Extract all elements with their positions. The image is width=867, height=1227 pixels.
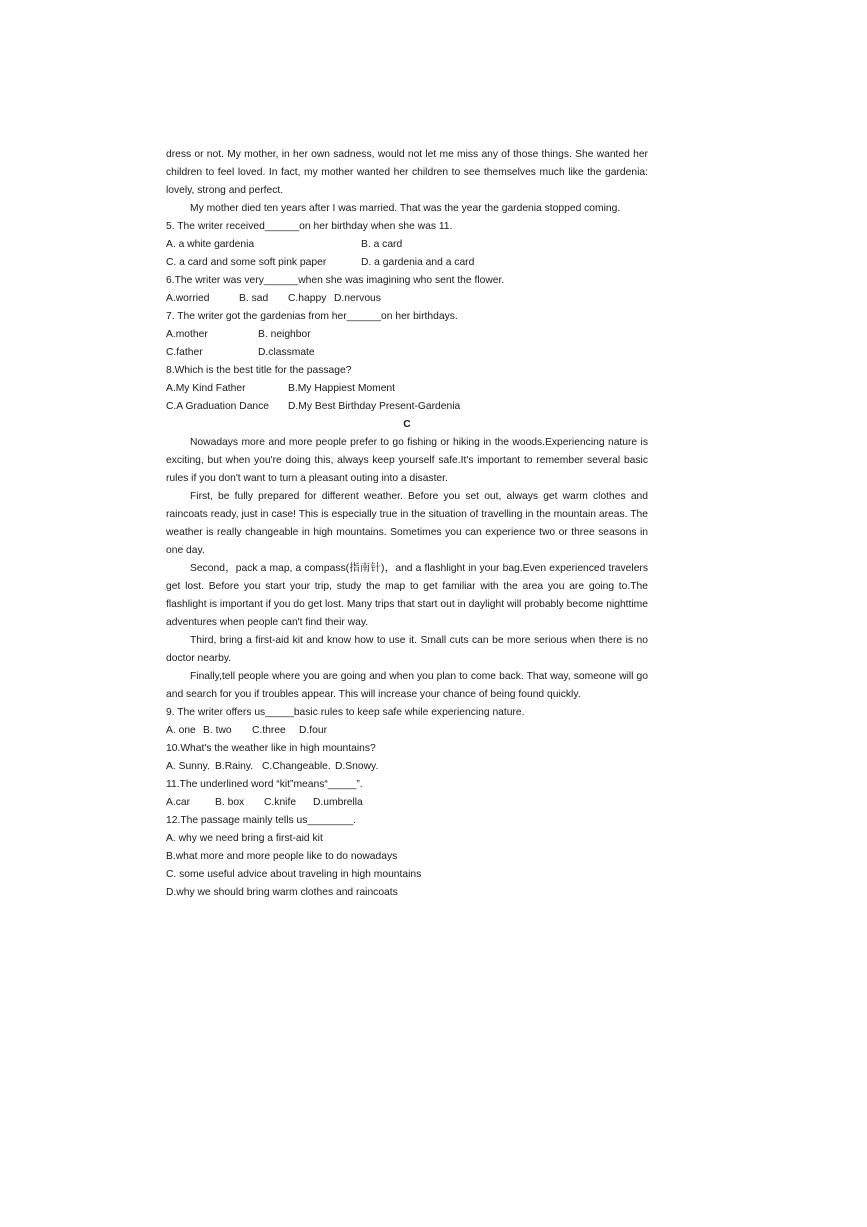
question-7-option-c: C.father: [166, 347, 203, 358]
question-6-options: [166, 290, 648, 308]
question-12-option-a: A. why we need bring a first-aid kit: [166, 833, 323, 844]
question-7-options-row-2: [166, 344, 648, 362]
question-9-option-a: A. one: [166, 725, 196, 736]
question-8-options-row-1: [166, 380, 648, 398]
document-page: [166, 146, 648, 902]
question-11-options: [166, 794, 648, 812]
passage-c-paragraph-5: Finally,tell people where you are going and when you plan to come back. That way, someone will go and search for you if troubles appear. This will increase your chance of being found quickly.: [166, 671, 648, 700]
question-5-options-row-2: [166, 254, 648, 272]
question-10-options: [166, 758, 648, 776]
question-11-option-d: D.umbrella: [313, 797, 363, 808]
question-8-stem: 8.Which is the best title for the passage?: [166, 365, 352, 376]
section-c-heading: C: [403, 419, 411, 430]
question-10-option-b: B.Rainy.: [215, 761, 254, 772]
question-11-option-c: C.knife: [264, 797, 297, 808]
question-10-option-d: D.Snowy.: [335, 761, 379, 772]
question-5-options-row-1: [166, 236, 648, 254]
question-8-option-a: A.My Kind Father: [166, 383, 246, 394]
passage-c-paragraph-1: Nowadays more and more people prefer to go fishing or hiking in the woods.Experiencing nature is exciting, but when you're doing this, always keep yourself safe.It's important to remember several basic rules if you don't want to turn a pleasant outing into a disaster.: [166, 437, 648, 484]
question-6-option-d: D.nervous: [334, 293, 381, 304]
question-11-option-b: B. box: [215, 797, 245, 808]
intro-paragraph: dress or not. My mother, in her own sadness, would not let me miss any of those things. She wanted her children to feel loved. In fact, my mother wanted her children to see themselves much like the gardenia: lovely, strong and perfect.: [166, 149, 648, 196]
question-8-option-c: C.A Graduation Dance: [166, 401, 270, 412]
passage-c-paragraph-4: Third, bring a first-aid kit and know how to use it. Small cuts can be more serious when there is no doctor nearby.: [166, 635, 648, 664]
question-12-option-c: C. some useful advice about traveling in high mountains: [166, 869, 422, 880]
question-7-option-b: B. neighbor: [258, 329, 311, 340]
closing-paragraph: My mother died ten years after I was married. That was the year the gardenia stopped coming.: [190, 203, 621, 214]
passage-c-paragraph-2: First, be fully prepared for different weather. Before you set out, always get warm clothes and raincoats ready, just in case! This is especially true in the situation of travelling in the mountain areas. The weather is really changeable in high mountains. Sometimes you can experience two or three seasons in one day.: [166, 491, 648, 556]
question-6-option-a: A.worried: [166, 293, 210, 304]
question-6-option-b: B. sad: [239, 293, 269, 304]
question-9-stem: 9. The writer offers us_____basic rules to keep safe while experiencing nature.: [166, 707, 525, 718]
passage-c-paragraph-3: Second，pack a map, a compass(指南针)，and a flashlight in your bag.Even experienced travelers get lost. Before you start your trip, study the map to get familiar with the area you are going to.The flashlight is important if you do get lost. Many trips that start out in daylight will probably become nighttime adventures when people can't find their way.: [166, 563, 648, 628]
question-7-option-a: A.mother: [166, 329, 208, 340]
question-5-option-c: C. a card and some soft pink paper: [166, 257, 327, 268]
question-7-options-row-1: [166, 326, 648, 344]
question-11-option-a: A.car: [166, 797, 191, 808]
question-6-option-c: C.happy: [288, 293, 327, 304]
question-12-option-b: B.what more and more people like to do nowadays: [166, 851, 398, 862]
question-5-stem: 5. The writer received______on her birthday when she was 11.: [166, 221, 453, 232]
question-10-option-a: A. Sunny.: [166, 761, 210, 772]
question-11-stem: 11.The underlined word “kit”means“_____”.: [166, 779, 363, 790]
question-7-stem: 7. The writer got the gardenias from her______on her birthdays.: [166, 311, 458, 322]
question-8-option-b: B.My Happiest Moment: [288, 383, 396, 394]
question-7-option-d: D.classmate: [258, 347, 315, 358]
question-8-options-row-2: [166, 398, 648, 416]
question-12-option-d: D.why we should bring warm clothes and raincoats: [166, 887, 398, 898]
question-10-option-c: C.Changeable.: [262, 761, 331, 772]
question-5-option-a: A. a white gardenia: [166, 239, 255, 250]
question-6-stem: 6.The writer was very______when she was imagining who sent the flower.: [166, 275, 505, 286]
question-12-stem: 12.The passage mainly tells us________.: [166, 815, 357, 826]
question-9-option-c: C.three: [252, 725, 286, 736]
question-9-option-b: B. two: [203, 725, 232, 736]
question-5-option-b: B. a card: [361, 239, 403, 250]
question-9-options: [166, 722, 648, 740]
question-9-option-d: D.four: [299, 725, 328, 736]
question-8-option-d: D.My Best Birthday Present-Gardenia: [288, 401, 461, 412]
question-5-option-d: D. a gardenia and a card: [361, 257, 475, 268]
question-10-stem: 10.What's the weather like in high mountains?: [166, 743, 376, 754]
